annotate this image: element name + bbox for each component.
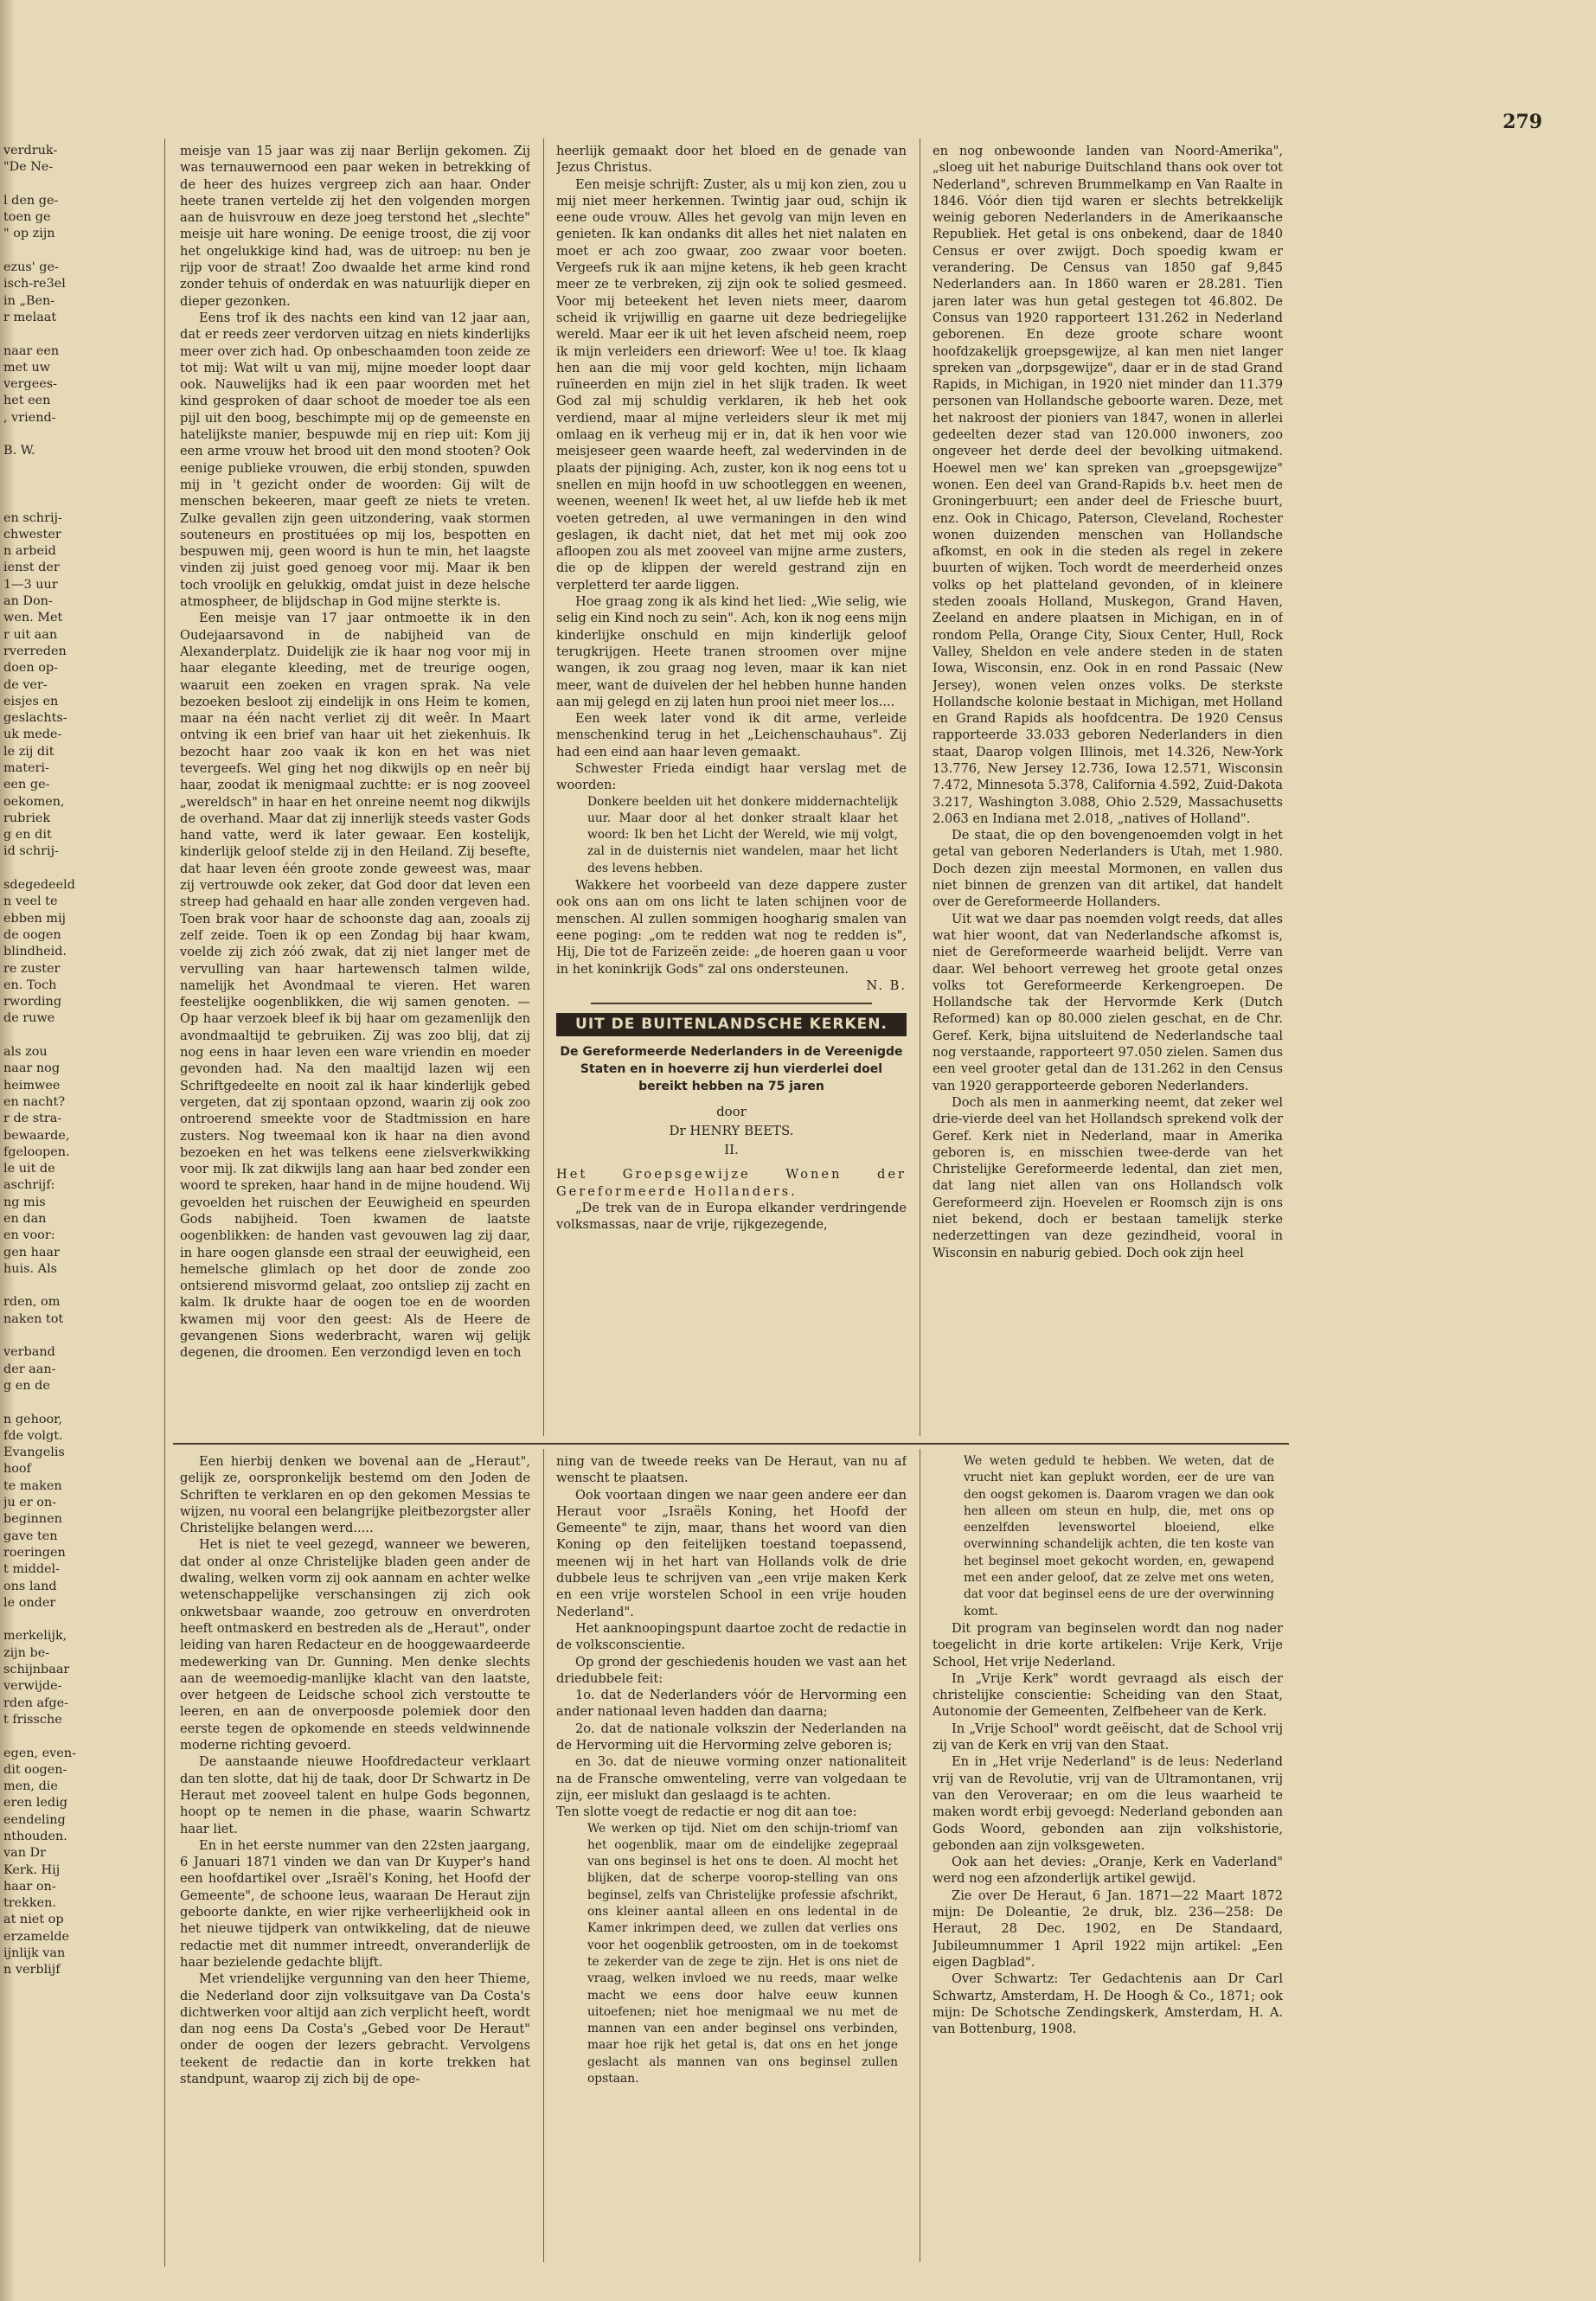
margin-fragment (3, 326, 99, 343)
margin-fragment (3, 861, 99, 877)
margin-fragment: haar on- (3, 1879, 56, 1894)
paragraph: In „Vrije School" wordt geëischt, dat de School vrij zij van de Kerk en vrij van den Staat. (933, 1721, 1283, 1753)
margin-fragment: het een (3, 394, 51, 408)
margin-fragment: van Dr (3, 1846, 46, 1861)
margin-fragment: merkelijk, (3, 1629, 67, 1644)
margin-fragment: r uit aan (3, 627, 58, 642)
margin-fragment: en. Toch (3, 977, 57, 992)
paragraph: meisje van 15 jaar was zij naar Berlijn gekomen. Zij was ternauwernood een paar weken in betrekking of de heer des huizes vergreep zich aan haar. Onder heete tranen vertelde zij het den volgenden morgen aan de huisvrouw en deze joeg terstond het „slechte" meisje uit hare woning. De eenige troost, die zij voor het ongelukkige kind had, was de uitroep: nu ben je rijp voor de straat! Zoo dwaalde het arme kind rond zonder tehuis of onderdak en was natuurlijk dieper en dieper gezonken. (180, 144, 530, 309)
margin-fragment: de oogen (3, 927, 61, 942)
margin-fragment: chwester (3, 527, 61, 542)
paragraph: Dit program van beginselen wordt dan nog nader toegelicht in drie korte artikelen: Vrije Kerk, Vrije School, Het vrije Nederland. (933, 1620, 1283, 1670)
paragraph: Uit wat we daar pas noemden volgt reeds, dat alles wat hier woont, dat van Nederlandsche afkomst is, niet de Gereformeerde waarheid belijdt. Verre van daar. Wel behoort verreweg het groote getal onzes volks tot Gereformeerde Kerkengroepen. De Hollandsche tak der Hervormde Kerk (Dutch Reformed) kan op 80.000 zielen geschat, en de Chr. Geref. Kerk, bijna uitsluitend de Nederlandsche taal nog verstaande, rapporteert 97.050 zielen. Samen dus een veel grooter getal dan de 131.262 in den Census van 1920 gerapporteerde geboren Nederlanders. (933, 911, 1283, 1093)
margin-fragment: en voor: (3, 1228, 55, 1243)
column-rule-1-bottom (543, 1449, 544, 2262)
margin-fragment: t frissche (3, 1712, 62, 1727)
column-rule-left (164, 138, 165, 2266)
paragraph: en nog onbewoonde landen van Noord-Amerika", „sloeg uit het naburige Duitschland thans ook over tot Nederland", schreven Brummelkamp en Van Raalte in 1846. Vóór dien tijd waren er slechts betrekkelijk weinig geboren Nederlanders in de Amerikaansche Republiek. Het getal is ons onbekend, daar de 1840 Census er over zwijgt. Doch spoedig kwam er verandering. De Census van 1850 gaf 9,845 Nederlanders aan. In 1860 waren er 28.281. Tien jaren later was hun getal gestegen tot 46.802. De Consus van 1920 rapporteert 131.262 in Nederland geborenen. En deze groote schare woont hoofdzakelijk groepsgewijze, al kan men niet langer spreken van „dorpsgewijze", daar er in de stad Grand Rapids, in Michigan, in 1920 niet minder dan 11.379 personen van Hollandsche geboorte waren. Deze, met het nakroost der pioniers van 1847, wonen in allerlei gedeelten dezer stad van 120.000 inwoners, zoo ongeveer het derde deel der bevolking uitmakend. Hoewel men we' kan spreken van „groepsgewijze" wonen. Een deel van Grand-Rapids b.v. heet men de Groningerbuurt; een ander deel de Friesche buurt, enz. Ook in Chicago, Paterson, Cleveland, Rochester wonen duizenden menschen van Hollandsche afkomst, en ook in die steden als regel in zekere buurten of wijken. Toch wordt de meerderheid onzes volks op het platteland gevonden, of in kleinere steden zooals Holland, Muskegon, Grand Haven, Zeeland en andere plaatsen in Michigan, en in of rondom Pella, Orange City, Sioux Center, Hull, Rock Valley, Sheldon en vele andere steden in de staten Iowa, Wisconsin, enz. Ook in en rond Passaic (New Jersey), wonen velen onzes volks. De sterkste Hollandsche kolonie bestaat in Michigan, met Holland en Grand Rapids als hoofdcentra. De 1920 Census rapporteerde 33.033 geboren Nederlanders in dien staat, Daarop volgen Illinois, met 14.326, New-York 13.776, New Jersey 12.736, Iowa 12.571, Wisconsin 7.472, Minnesota 5.378, California 4.592, Zuid-Dakota 3.217, Washington 3.088, Ohio 2.529, Massachusetts 2.063 en Indiana met 2.018, „natives of Holland". (933, 144, 1283, 826)
margin-fragment: met uw (3, 360, 51, 375)
margin-fragment: toen ge (3, 210, 51, 225)
paragraph: Over Schwartz: Ter Gedachtenis aan Dr Carl Schwartz, Amsterdam, H. De Hoogh & Co., 1871; ook mijn: De Schotsche Zendingskerk, Amsterdam, H. A. van Bottenburg, 1908. (933, 1971, 1283, 2037)
paragraph: Een week later vond ik dit arme, verleide menschenkind terug in het „Leichenschauhaus". Zij had een eind aan haar leven gemaakt. (556, 711, 907, 760)
margin-fragment: ienst der (3, 561, 60, 575)
column-2-top (556, 143, 907, 1440)
paragraph: Met vriendelijke vergunning van den heer Thieme, die Nederland door zijn volksuitgave van Da Costa's dichtwerken voor altijd aan zich verplicht heeft, wordt dan nog eens Da Costa's „Gebed voor De Heraut" onder de oogen der lezers gebracht. Vervolgens teekent de redactie dan in korte trekken hat standpunt, waarop zij zich bij de ope- (180, 1971, 530, 2086)
paragraph: En in het eerste nummer van den 22sten jaargang, 6 Januari 1871 vinden we dan van Dr Kuyper's hand een hoofdartikel over „Israël's Koning, het Hoofd der Gemeente", de schoone leus, waaraan De Heraut zijn geboorte dankte, en wier rijke verheerlijkheid ook in het nieuwe tijdperk van ontwikkeling, dat de nieuwe redactie met dit nummer intreedt, onveranderlijk de haar bezielende gedachte blijft. (180, 1837, 530, 1970)
margin-fragment: en schrij- (3, 510, 62, 525)
margin-fragment: g en dit (3, 828, 52, 843)
foreign-churches-section (556, 1003, 907, 1233)
margin-fragment: at niet op (3, 1913, 64, 1927)
margin-fragment: an Don- (3, 594, 53, 609)
margin-fragment: te maken (3, 1478, 62, 1493)
paragraph: ning van de tweede reeks van De Heraut, van nu af wenscht te plaatsen. (556, 1454, 907, 1486)
margin-fragment: beginnen (3, 1512, 62, 1527)
margin-fragment (3, 243, 99, 260)
margin-fragment: "De Ne- (3, 160, 54, 175)
margin-fragment: r melaat (3, 310, 57, 324)
margin-fragment: ebben mij (3, 911, 67, 926)
margin-fragment: blindheid. (3, 945, 67, 959)
paragraph: Het is niet te veel gezegd, wanneer we beweren, dat onder al onze Christelijke bladen geen ander de dwaling, welken vorm zij ook aannam en achter welke wetenschappelijke verschansingen zij zich ook onkwetsbaar waande, zoo getrouw en onverdroten heeft ontmaskerd en bestreden als de „Heraut", onder leiding van haren Redacteur en de hooggewaardeerde medewerking van Dr. Gunning. Men denke slechts aan de weemoedig-manlijke klacht van den laatste, over hetgeen de Leidsche school zich verstoutte te leeren, en aan de onverpoosde polemiek door den eerste tegen de opkomende en steeds veldwinnende moderne richting gevoerd. (180, 1537, 530, 1753)
margin-fragment (3, 493, 99, 510)
margin-fragment: gave ten (3, 1529, 58, 1543)
margin-fragment: materi- (3, 760, 49, 775)
margin-fragment: ons land (3, 1579, 57, 1593)
paragraph: Eens trof ik des nachts een kind van 12 jaar aan, dat er reeds zeer verdorven uitzag en niets kinderlijks meer over zich had. Op onbeschaamden toon zeide ze tot mij: Wat wilt u van mij, mijne moeder loopt daar ook. Nauwelijks had ik een paar woorden met het kind gesproken of daar schoot de moeder toe als een pijl uit den boog, beschimpte mij op de gemeenste en hatelijkste manier, bespuwde mij en riep uit: Kom jij een arme vrouw het brood uit den mond stooten? Ook eenige publieke vrouwen, die erbij stonden, spuwden mij in 't gezicht onder de woorden: Gij wilt de menschen bekeeren, maar geeft ze niets te vreten. Zulke gevallen zijn geen uitzondering, vaak stormen souteneurs en prostituées op mij los, bespotten en bespuwen mij, geen woord is hun te min, het laagste vinden zij juist goed genoeg voor mij. Maar ik ben toch vroolijk en gelukkig, omdat juist in deze helsche atmospheer, de blijdschap in God mijne sterkte is. (180, 310, 530, 610)
paragraph: In „Vrije Kerk" wordt gevraagd als eisch der christelijke conscientie: Scheiding van den Staat, Autonomie der Gemeenten, Zelfbeheer van de Kerk. (933, 1670, 1283, 1720)
margin-fragment: heimwee (3, 1078, 61, 1093)
paragraph: Een meisje schrijft: Zuster, als u mij kon zien, zou u mij niet meer herkennen. Twintig jaar oud, schijn ik eene oude vrouw. Alles het gevolg van mijn leven en genieten. Ik kan ondanks dit alles het niet nalaten en moet er ach zoo gwaar, zoo zwaar voor boeten. Vergeefs ruk ik aan mijne ketens, ik heb geen kracht meer ze te verbreken, zij zijn ook te solied gesmeed. Voor mij beteekent het leven niets meer, daarom scheid ik vrijwillig en gaarne uit deze bedriegelijke wereld. Maar eer ik uit het leven afscheid neem, roep ik mijn verleiders een drieworf: Wee u! toe. Ik klaag hen aan die mij voor geld kochten, mijn lichaam ruïneerden en mijn ziel in het slijk traden. Ik weet God zal mij schuldig verklaren, ik heb het ook verdiend, maar al mijne verleiders sleur ik met mij omlaag en ik verheug mij er in, dat ik hen voor wie meisjeseer geen waarde heeft, zal wedervinden in de plaats der pijniging. Ach, zuster, kon ik nog eens tot u snellen en mijn hoofd in uw schootleggen en weenen, weenen, weenen! Ik weet het, al uw liefde heb ik met voeten getreden, al uwe vermaningen in den wind geslagen, ik dacht niet, dat het met mij ook zoo afloopen zou als met zooveel van mijne arme zusters, die op de klippen der wereld gestrand zijn en verpletterd ter aarde liggen. (556, 176, 907, 593)
margin-fragment: naken tot (3, 1311, 64, 1326)
paragraph: We werken op tijd. Niet om den schijn-triomf van het oogenblik, maar om de eindelijke zegepraal van ons beginsel is het ons te doen. Al mocht het blijken, dat de scherpe voorop-stelling van ons beginsel, zelfs van Christelijke professie afschrikt, ons kleiner aantal alleen en ons ledental in de Kamer inkrimpen deed, we zullen dat verlies ons voor het oogenblik getroosten, om in de toekomst te zekerder van de zege te zijn. Het is ons niet de vraag, welken invloed we nu reeds, maar welke macht we eens door halve eeuw kunnen uitoefenen; niet hoe menigmaal we nu met de mannen van een ander beginsel ons verbinden, maar hoe rijk het getal is, dat ons en het jonge geslacht als mannen van ons beginsel zullen opstaan. (587, 1821, 898, 2086)
margin-fragment: trekken. (3, 1896, 56, 1911)
paragraph: 2o. dat de nationale volkszin der Nederlanden na de Hervorming uit die Hervorming zelve geboren is; (556, 1721, 907, 1753)
margin-fragment (3, 1394, 99, 1411)
margin-fragment: " op zijn (3, 227, 55, 241)
paragraph: en 3o. dat de nieuwe vorming onzer nationaliteit na de Fransche omwenteling, verre van volgedaan te zijn, eer mislukt dan geslaagd is te achten. (556, 1754, 907, 1803)
paragraph: Donkere beelden uit het donkere middernachtelijk uur. Maar door al het donker straalt klaar het woord: Ik ben het Licht der Wereld, wie mij volgt, zal in de duisternis niet wandelen, maar het licht des levens hebben. (587, 794, 898, 875)
margin-fragment: erzamelde (3, 1929, 70, 1944)
column-2-bottom (556, 1453, 907, 2258)
paragraph: De staat, die op den bovengenoemden volgt in het getal van geboren Nederlanders is Utah, met 1.980. Doch dezen zijn meestal Mormonen, en vallen dus niet binnen de grenzen van dit artikel, dat handelt over de Gereformeerde Hollanders. (933, 828, 1283, 910)
paragraph: Op grond der geschiedenis houden we vast aan het driedubbele feit: (556, 1654, 907, 1686)
margin-fragment: ju er on- (3, 1496, 57, 1510)
paragraph: Schwester Frieda eindigt haar verslag met de woorden: (556, 760, 907, 793)
margin-fragment (3, 1028, 99, 1044)
margin-fragment: naar een (3, 343, 60, 358)
paragraph: Ten slotte voegt de redactie er nog dit aan toe: (556, 1804, 857, 1820)
paragraph: De aanstaande nieuwe Hoofdredacteur verklaart dan ten slotte, dat hij de taak, door Dr Schwartz in De Heraut met zooveel talent en hulpe Gods begonnen, hoopt op te nemen in die phase, waarin Schwartz haar liet. (180, 1754, 530, 1836)
byline-door: door (716, 1104, 747, 1120)
paragraph: Wakkere het voorbeeld van deze dappere zuster ook ons aan om ons licht te laten schijnen voor de menschen. Al zullen sommigen hoogharig smalen van eene poging: „om te redden wat nog te redden is", Hij, Die tot de Farizeën zeide: „de hoeren gaan u voor in het koninkrijk Gods" zal ons ondersteunen. (556, 878, 907, 977)
margin-fragment: rden, om (3, 1295, 61, 1310)
page-number: 279 (1503, 111, 1542, 133)
margin-fragment: eisjes en (3, 694, 59, 708)
margin-fragment: wen. Met (3, 611, 63, 625)
margin-fragment: verdruk- (3, 144, 58, 157)
margin-fragment: r de stra- (3, 1112, 62, 1126)
margin-fragment: rden afge- (3, 1695, 68, 1710)
column-1-top (180, 143, 530, 1440)
column-1-bottom (180, 1453, 530, 2258)
margin-fragment: in „Ben- (3, 293, 55, 308)
margin-fragment: Evangelis (3, 1445, 65, 1460)
margin-fragment: sdegedeeld (3, 878, 75, 893)
paragraph: heerlijk gemaakt door het bloed en de genade van Jezus Christus. (556, 144, 907, 176)
column-3-top (933, 143, 1283, 1440)
margin-fragment: B. W. (3, 444, 35, 458)
paragraph: 1o. dat de Nederlanders vóór de Hervorming een ander nationaal leven hadden dan daarna; (556, 1688, 907, 1720)
author-name: Dr HENRY BEETS. (669, 1123, 794, 1139)
margin-fragment: schijnbaar (3, 1663, 70, 1677)
margin-fragment: Kerk. Hij (3, 1862, 61, 1877)
margin-fragment: n veel te (3, 894, 58, 909)
margin-fragment (3, 176, 99, 193)
margin-fragment: 1—3 uur (3, 577, 58, 592)
margin-fragment: bewaarde, (3, 1128, 70, 1143)
margin-fragment: n verblijf (3, 1963, 61, 1977)
margin-fragment: le uit de (3, 1162, 55, 1176)
margin-fragment: hoof (3, 1462, 31, 1477)
margin-fragment: de ver- (3, 677, 48, 692)
margin-fragment: ng mis (3, 1195, 46, 1209)
margin-fragment: le zij dit (3, 744, 54, 759)
margin-fragment: re zuster (3, 961, 61, 976)
paragraph: „De trek van de in Europa elkander verdringende volksmassas, naar de vrije, rijkgezegende, (556, 1201, 907, 1233)
margin-fragment (3, 1278, 99, 1294)
margin-fragment: l den ge- (3, 193, 59, 208)
margin-fragment (3, 1328, 99, 1344)
part-number: II. (724, 1142, 739, 1158)
margin-fragment: fgeloopen. (3, 1144, 70, 1159)
margin-fragment: verband (3, 1345, 55, 1360)
left-margin-column (3, 143, 99, 2288)
margin-fragment: gen haar (3, 1245, 60, 1259)
paragraph: En in „Het vrije Nederland" is de leus: Nederland vrij van de Revolutie, vrij van de Ultramontanen, vrij van den Veroveraar; en om die leus waarheid te maken wordt erbij gevoegd: Nederland gebonden aan Gods Woord, gebonden aan zijn volkshistorie, gebonden aan zijn volksgeweten. (933, 1754, 1283, 1853)
section-rule (591, 1003, 872, 1004)
margin-fragment: geslachts- (3, 711, 67, 726)
margin-fragment: eren ledig (3, 1796, 67, 1811)
margin-fragment: de ruwe (3, 1011, 55, 1026)
paragraph: Het aanknoopingspunt daartoe zocht de redactie in de volksconscientie. (556, 1620, 907, 1653)
margin-fragment: ezus' ge- (3, 260, 59, 275)
section-divider (173, 1443, 1289, 1445)
margin-fragment: der aan- (3, 1362, 56, 1376)
paragraph: Ook voortaan dingen we naar geen andere eer dan Heraut voor „Israëls Koning, het Hoofd der Gemeente" te zijn, maar, thans het woord van dien Koning op den feitelijken toestand toepassend, meenen wij in het hart van Hollands volk de drie dubbele leus te schrijven van „een vrije maken Kerk en een vrije worstelen School in een vrije houden Nederland". (556, 1487, 907, 1619)
margin-fragment: , vriend- (3, 410, 56, 425)
margin-fragment: eendeling (3, 1812, 66, 1827)
margin-fragment (3, 1612, 99, 1628)
margin-fragment: roeringen (3, 1545, 66, 1560)
paragraph: Hoe graag zong ik als kind het lied: „Wie selig, wie selig ein Kind noch zu sein". Ach, kon ik nog eens mijn kinderlijke onschuld en mijn kinderlijk geloof terugkrijgen. Heete tranen stroomen over mijne wangen, ik zou graag nog leven, maar ik kan niet meer, want de duivelen der hel hebben hunne handen aan mij gelegd en zij laten hun prooi niet meer los.... (556, 594, 907, 709)
column-rule-1 (543, 138, 544, 1436)
margin-fragment: rverreden (3, 644, 67, 658)
margin-fragment: nthouden. (3, 1829, 67, 1843)
margin-fragment: rwording (3, 995, 62, 1009)
margin-fragment: uk mede- (3, 727, 62, 742)
margin-fragment: en dan (3, 1212, 47, 1226)
margin-fragment: fde volgt. (3, 1428, 63, 1443)
margin-fragment: vergees- (3, 377, 58, 392)
margin-fragment: een ge- (3, 778, 50, 792)
margin-fragment: n gehoor, (3, 1412, 63, 1426)
margin-fragment: en nacht? (3, 1094, 66, 1109)
section-heading: UIT DE BUITENLANDSCHE KERKEN. (556, 1013, 907, 1036)
margin-fragment (3, 426, 99, 443)
margin-fragment: verwijde- (3, 1679, 62, 1694)
margin-fragment: id schrij- (3, 844, 59, 859)
margin-fragment: le onder (3, 1595, 56, 1610)
paragraph: Een hierbij denken we bovenal aan de „Heraut", gelijk ze, oorspronkelijk bestemd om den Joden de Schriften te verklaren en op den gekomen Messias te wijzen, nu vooral een belangrijke pleitbezorgster aller Christelijke belangen werd..... (180, 1454, 530, 1536)
margin-fragment: dit oogen- (3, 1762, 67, 1777)
margin-fragment: als zou (3, 1045, 48, 1060)
margin-fragment: g en de (3, 1378, 50, 1393)
article-subtitle: Het Groepsgewijze Wonen der Gereformeerde Hollanders. (556, 1167, 907, 1199)
paragraph: Ook aan het devies: „Oranje, Kerk en Vaderland" werd nog een afzonderlijk artikel gewijd. (933, 1855, 1283, 1887)
margin-fragment (3, 477, 99, 493)
margin-fragment: rubriek (3, 811, 51, 825)
margin-fragment: n arbeid (3, 544, 56, 559)
margin-fragment: isch-re3el (3, 277, 66, 292)
paragraph: Een meisje van 17 jaar ontmoette ik in den Oudejaarsavond in de nabijheid van de Alexanderplatz. Duidelijk zie ik haar nog voor mij in haar elegante kleeding, met de treurige oogen, waaruit een zoeken en vragen sprak. Na vele bezoeken besloot zij eindelijk in ons Heim te komen, maar na één nacht verliet zij dit weêr. In Maart ontving ik een brief van haar uit het ziekenhuis. Ik bezocht haar zoo vaak ik kon en het was niet tevergeefs. Wel ging het nog dikwijls op en neêr bij haar, zoodat ik menigmaal zuchtte: er is nog zooveel „wereldsch" in haar en het onreine neemt nog dikwijls de overhand. Maar dat zij innerlijk steeds vaster Gods hand vatte, werd ik later gewaar. Een kostelijk, kinderlijk geloof stelde zij in den Heiland. Zij besefte, dat haar leven één groote zonde geweest was, maar zij vertrouwde ook zeker, dat God door dat leven een streep had gehaald en haar alle zonden vergeven had. Toen brak voor haar de schoonste dag aan, zooals zij zelf zeide. Toen ik op een Zondag bij haar kwam, voelde zij zich zóó zwak, dat zij niet langer met de vervulling van haar hartewensch talmen wilde, namelijk het Avondmaal te vieren. Het waren feestelijke oogenblikken, die wij samen genoten. — Op haar verzoek bleef ik bij haar om gezamenlijk den avondmaaltijd te gebruiken. Zij was zoo blij, dat zij nog eens in haar leven een ware vriendin en moeder gevonden had. Na den maaltijd lazen wij een Schriftgedeelte en nooit zal ik haar kinderlijk gebed vergeten, dat zij spontaan opzond, waarin zij ook zoo ontroerend smeekte voor de Stadtmission en hare zusters. Nog tweemaal kon ik haar na dien avond bezoeken en het was telkens eene zielsverkwikking voor mij. Ik zat dikwijls lang aan haar bed zonder een woord te spreken, haar hand in de mijne houdend. Wij gevoelden het ruischen der Eeuwigheid en speurden Gods nabijheid. Toen kwamen de laatste oogenblikken: de handen vast gevouwen lag zij daar, in hare oogen glansde een straal der eeuwigheid, een hemelsche glimlach op het door de zonde zoo ontsierend misvormd gelaat, zoo ontsliep zij zacht en kalm. Ik drukte haar de oogen toe en de woorden kwamen mij voor den geest: Als de Heere de gevangenen Sions wederbracht, waren wij gelijk degenen, die droomen. Een verzondigd leven en toch (180, 611, 530, 1361)
paragraph: Zie over De Heraut, 6 Jan. 1871—22 Maart 1872 mijn: De Doleantie, 2e druk, blz. 236—258: De Heraut, 28 Dec. 1902, en De Standaard, Jubileumnummer 1 April 1922 mijn artikel: „Een eigen Dagblad". (933, 1888, 1283, 1970)
margin-fragment: doen op- (3, 661, 58, 676)
paragraph: Doch als men in aanmerking neemt, dat zeker wel drie-vierde deel van het Hollandsch sprekend volk der Geref. Kerk niet in Nederland, maar in Amerika geboren is, en misschien twee-derde van het Christelijke Gereformeerde ledental, dan ziet men, dat lang niet allen van ons Hollandsch volk Gereformeerd zijn. Hoevelen er Roomsch zijn is ons niet bekend, doch er bestaan tamelijk sterke nederzettingen van deze gezindheid, vooral in Wisconsin en naburig gebied. Doch ook zijn heel (933, 1094, 1283, 1260)
margin-fragment: t middel- (3, 1562, 61, 1577)
article-subheading: De Gereformeerde Nederlanders in de Vereenigde Staten en in hoeverre zij hun vierderlei doel bereikt hebben na 75 jaren (560, 1045, 903, 1094)
margin-fragment: huis. Als (3, 1261, 58, 1276)
margin-fragment: oekomen, (3, 794, 65, 809)
column-3-bottom (933, 1453, 1283, 2258)
margin-fragment (3, 1728, 99, 1745)
margin-fragment: naar nog (3, 1061, 61, 1076)
paragraph: N. B. (866, 977, 907, 993)
paragraph: We weten geduld te hebben. We weten, dat de vrucht niet kan geplukt worden, eer de ure van den oogst gekomen is. Daarom vragen we dan ook hen alleen om steun en hulp, die, met ons op eenzelfden levenswortel bloeiend, elke overwinning schandelijk achten, die ten koste van het beginsel moet gekocht worden, en, gewapend met een ander geloof, dat ze zelve met ons weten, dat voor dat beginsel eens de ure der overwinning komt. (964, 1454, 1274, 1618)
margin-fragment: zijn be- (3, 1645, 50, 1660)
margin-fragment: men, die (3, 1779, 58, 1794)
margin-fragment: aschrijf: (3, 1178, 55, 1193)
margin-fragment: egen, even- (3, 1746, 76, 1760)
margin-fragment (3, 460, 99, 477)
margin-fragment: ijnlijk van (3, 1946, 66, 1961)
